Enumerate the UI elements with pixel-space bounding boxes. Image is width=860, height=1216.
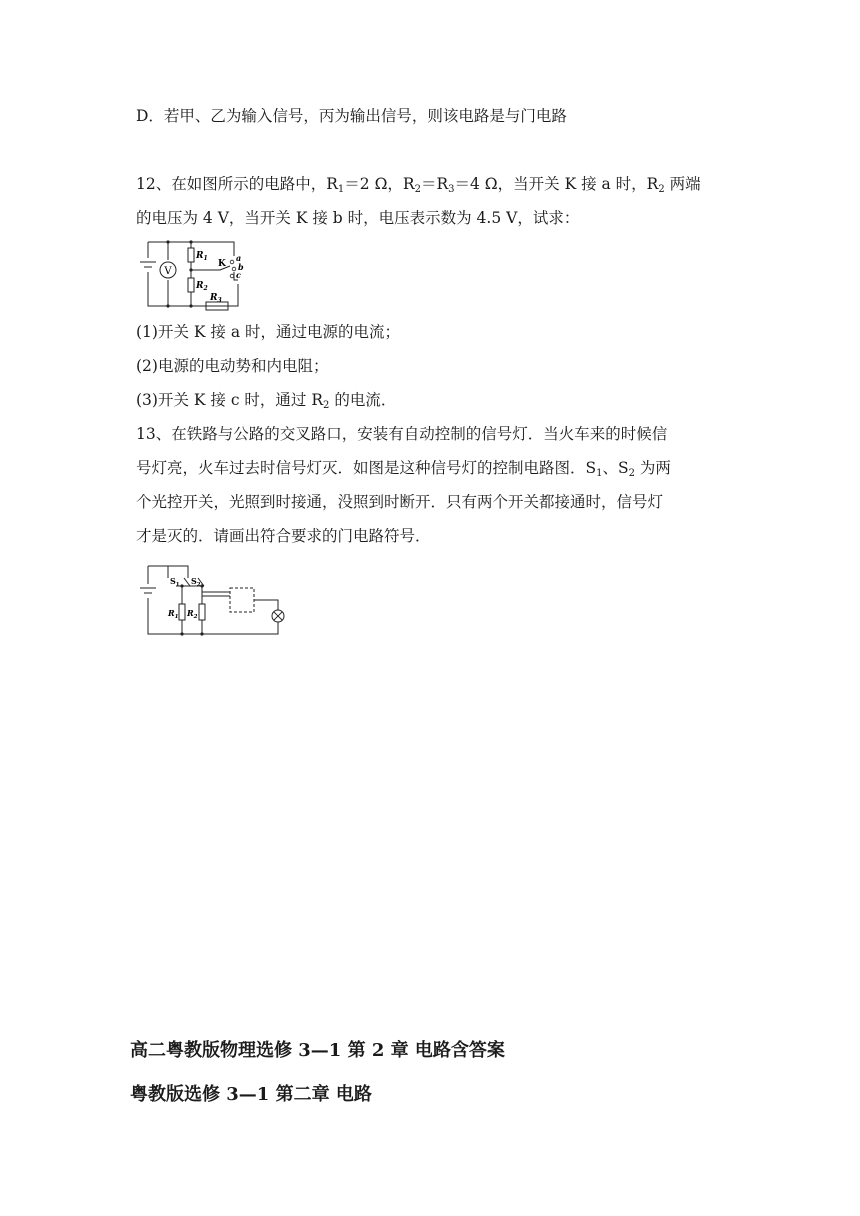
r2-label: $R_2$ (196, 281, 208, 292)
option-d-text: D．若甲、乙为输入信号，丙为输出信号，则该电路是与门电路 (136, 107, 567, 125)
q13-circuit-diagram (138, 558, 288, 638)
s1-label: $S_1$ (170, 576, 180, 588)
terminal-a-label: a (236, 253, 242, 263)
q12-text: ＝2 Ω，R (344, 175, 415, 193)
q13-line-3: 个光控开关，光照到时接通，没照到时断开．只有两个开关都接通时，信号灯 (136, 493, 664, 511)
q13-line-4: 才是灭的．请画出符合要求的门电路符号． (136, 527, 431, 545)
q12-line-2: 的电压为 4 V，当开关 K 接 b 时，电压表示数为 4.5 V，试求： (136, 209, 580, 227)
q12-text: 两端 (664, 175, 701, 193)
r2-label: $R_2$ (187, 608, 198, 620)
q12-sub-3-text: (3)开关 K 接 c 时，通过 R (136, 391, 324, 409)
r1-label: $R_1$ (168, 608, 179, 620)
subscript: 1 (337, 184, 345, 195)
voltmeter-label: V (164, 266, 172, 277)
q12-sub-3 (136, 390, 396, 416)
document-title: 高二粤教版物理选修 3—1 第 2 章 电路含答案 (130, 1040, 505, 1061)
subscript: 1 (596, 468, 603, 479)
q12-text: ＝4 Ω，当开关 K 接 a 时，R (454, 175, 659, 193)
q13-line-1: 13、在铁路与公路的交叉路口，安装有自动控制的信号灯．当火车来的时候信 (136, 425, 668, 443)
subscript: 2 (658, 184, 665, 195)
chapter-title: 粤教版选修 3—1 第二章 电路 (130, 1084, 372, 1105)
r3-label: $R_3$ (210, 293, 222, 304)
q13-text: 、S (602, 459, 629, 477)
q12-circuit-diagram (138, 236, 250, 312)
q12-sub-3-text: 的电流． (329, 391, 397, 409)
q12-sub-2: (2)电源的电动势和内电阻； (136, 357, 329, 375)
q13-line-2 (136, 458, 671, 484)
q12-text: ＝R (420, 175, 449, 193)
q13-text: 为两 (635, 459, 671, 477)
q12-text: 12、在如图所示的电路中，R (136, 175, 338, 193)
terminal-c-label: c (236, 270, 241, 280)
switch-k-label: K (218, 259, 226, 269)
q12-sub-1: (1)开关 K 接 a 时，通过电源的电流； (136, 323, 400, 341)
q12-line-1 (136, 174, 701, 200)
subscript: 2 (323, 400, 330, 411)
r1-label: $R_1$ (196, 251, 208, 262)
terminal-b-label: b (238, 262, 244, 272)
s2-label: $S_2$ (191, 576, 201, 588)
q13-text: 号灯亮，火车过去时信号灯灭．如图是这种信号灯的控制电路图．S (136, 459, 597, 477)
subscript: 2 (414, 184, 421, 195)
subscript: 2 (628, 468, 635, 479)
subscript: 3 (448, 184, 455, 195)
